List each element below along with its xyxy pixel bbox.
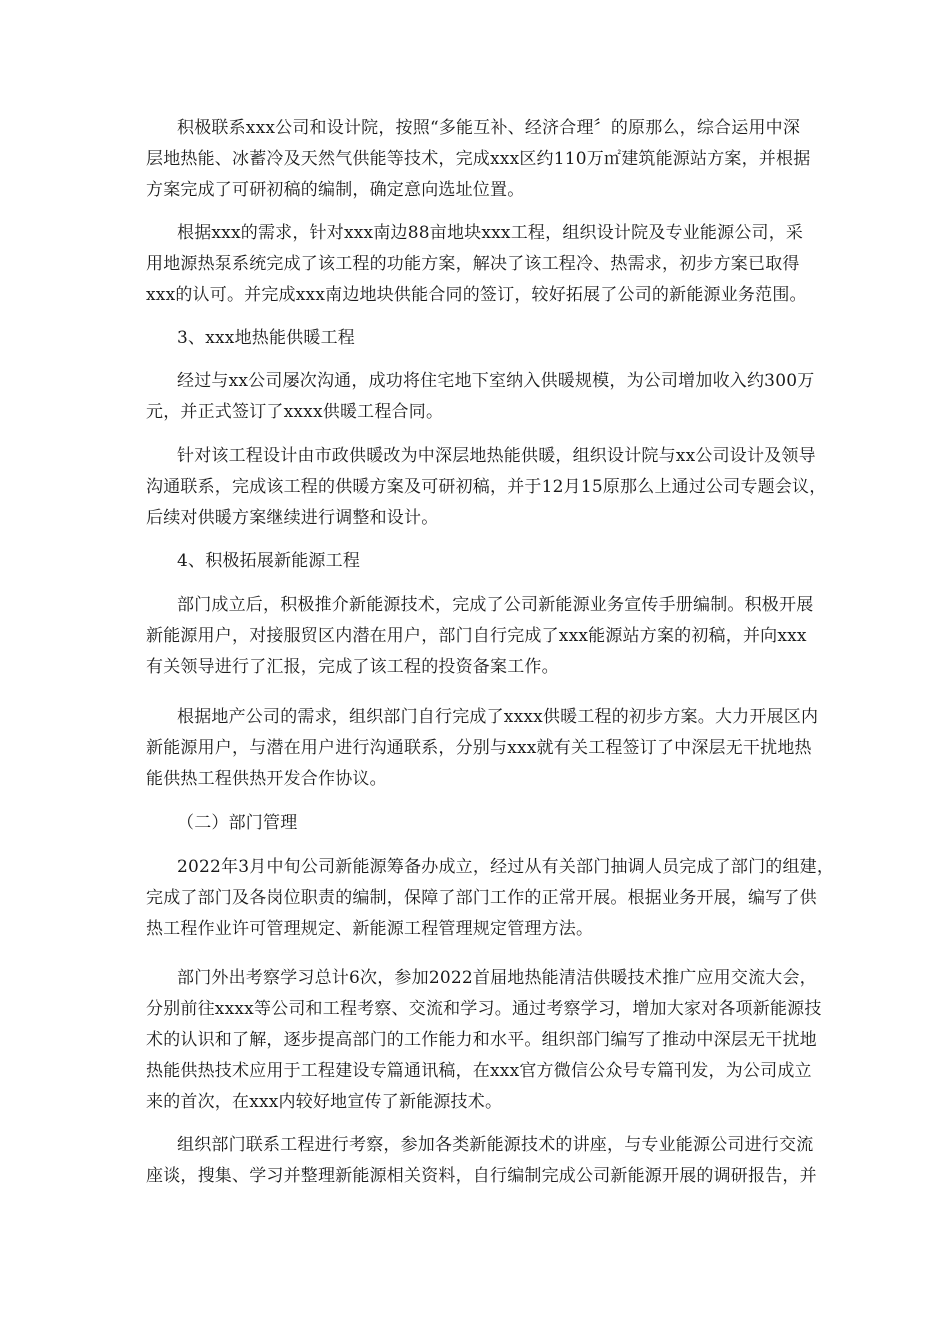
paragraph-line: 层地热能、冰蓄冷及天然气供能等技术，完成xxx区约110万㎡建筑能源站方案，并根据 [146,149,811,169]
paragraph-line: 热工程作业许可管理规定、新能源工程管理规定管理方法。 [146,919,594,939]
paragraph-line: 新能源用户，与潜在用户进行沟通联系，分别与xxx就有关工程签订了中深层无干扰地热 [146,738,812,758]
paragraph-line: 根据地产公司的需求，组织部门自行完成了xxxx供暖工程的初步方案。大力开展区内 [177,707,819,727]
section-heading: （二）部门管理 [177,813,298,833]
paragraph-line: 能供热工程供热开发合作协议。 [146,769,387,789]
paragraph-line: 沟通联系，完成该工程的供暖方案及可研初稿，并于12月15原那么上通过公司专题会议， [146,477,827,497]
paragraph-line: 积极联系xxx公司和设计院，按照“多能互补、经济合理〞的原那么，综合运用中深 [177,118,801,138]
paragraph-line: 术的认识和了解，逐步提高部门的工作能力和水平。组织部门编写了推动中深层无干扰地 [146,1030,817,1050]
paragraph-line: 座谈，搜集、学习并整理新能源相关资料，自行编制完成公司新能源开展的调研报告，并 [146,1166,817,1186]
paragraph-line: 部门外出考察学习总计6次，参加2022首届地热能清洁供暖技术推广应用交流大会， [177,968,817,988]
paragraph-line: 针对该工程设计由市政供暖改为中深层地热能供暖，组织设计院与xx公司设计及领导 [177,446,816,466]
paragraph-line: 后续对供暖方案继续进行调整和设计。 [146,508,439,528]
paragraph-line: 来的首次，在xxx内较好地宣传了新能源技术。 [146,1092,503,1112]
paragraph-line: 组织部门联系工程进行考察，参加各类新能源技术的讲座，与专业能源公司进行交流 [177,1135,814,1155]
paragraph-line: 热能供热技术应用于工程建设专篇通讯稿，在xxx官方微信公众号专篇刊发，为公司成立 [146,1061,812,1081]
paragraph-line: 2022年3月中旬公司新能源筹备办成立，经过从有关部门抽调人员完成了部门的组建， [177,857,835,877]
paragraph-line: 方案完成了可研初稿的编制，确定意向选址位置。 [146,180,525,200]
paragraph-line: 分别前往xxxx等公司和工程考察、交流和学习。通过考察学习，增加大家对各项新能源技 [146,999,822,1019]
paragraph-line: 经过与xx公司屡次沟通，成功将住宅地下室纳入供暖规模，为公司增加收入约300万 [177,371,815,391]
paragraph-line: 新能源用户，对接服贸区内潜在用户，部门自行完成了xxx能源站方案的初稿，并向xxx [146,626,807,646]
paragraph-line: 元，并正式签订了xxxx供暖工程合同。 [146,402,444,422]
section-heading: 3、xxx地热能供暖工程 [177,328,355,348]
paragraph-line: 部门成立后，积极推介新能源技术，完成了公司新能源业务宣传手册编制。积极开展 [177,595,814,615]
paragraph-line: 用地源热泵系统完成了该工程的功能方案，解决了该工程冷、热需求，初步方案已取得 [146,254,800,274]
paragraph-line: 完成了部门及各岗位职责的编制，保障了部门工作的正常开展。根据业务开展，编写了供 [146,888,817,908]
paragraph-line: xxx的认可。并完成xxx南边地块供能合同的签订，较好拓展了公司的新能源业务范围。 [146,285,807,305]
paragraph-line: 根据xxx的需求，针对xxx南边88亩地块xxx工程，组织设计院及专业能源公司，采 [177,223,804,243]
paragraph-line: 有关领导进行了汇报，完成了该工程的投资备案工作。 [146,657,559,677]
section-heading: 4、积极拓展新能源工程 [177,551,361,571]
